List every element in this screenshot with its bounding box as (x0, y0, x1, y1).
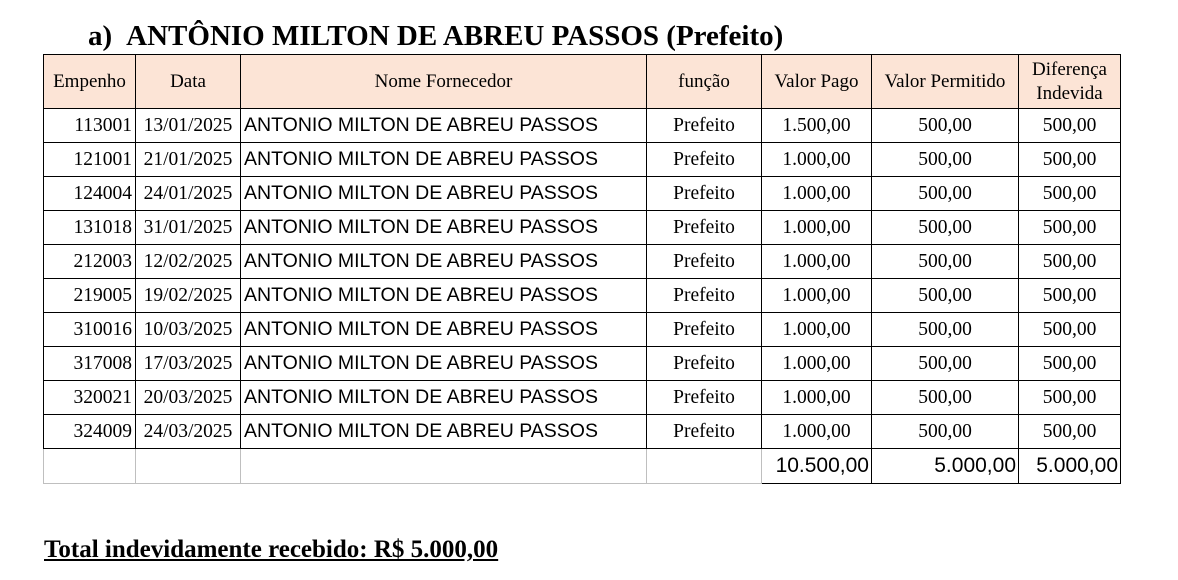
cell-nome-fornecedor: ANTONIO MILTON DE ABREU PASSOS (241, 313, 647, 347)
cell-valor-pago: 1.000,00 (762, 279, 872, 313)
header-nome-fornecedor: Nome Fornecedor (241, 55, 647, 109)
table-row (44, 177, 1121, 211)
table-body (44, 109, 1121, 449)
cell-valor-permitido: 500,00 (872, 245, 1019, 279)
cell-data: 20/03/2025 (136, 381, 241, 415)
table-row (44, 143, 1121, 177)
section-title: ANTÔNIO MILTON DE ABREU PASSOS (Prefeito) (126, 20, 784, 52)
table-row (44, 279, 1121, 313)
table-row (44, 381, 1121, 415)
cell-data: 21/01/2025 (136, 143, 241, 177)
totals-empty-cell (44, 449, 136, 484)
cell-valor-permitido: 500,00 (872, 109, 1019, 143)
payments-table (43, 54, 1121, 484)
header-diferenca-line2: Indevida (1036, 82, 1103, 104)
table-header-row (44, 55, 1121, 109)
cell-empenho: 212003 (44, 245, 136, 279)
cell-valor-permitido: 500,00 (872, 143, 1019, 177)
cell-funcao: Prefeito (647, 143, 762, 177)
header-data: Data (136, 55, 241, 109)
cell-nome-fornecedor: ANTONIO MILTON DE ABREU PASSOS (241, 381, 647, 415)
cell-valor-pago: 1.000,00 (762, 143, 872, 177)
cell-valor-pago: 1.000,00 (762, 177, 872, 211)
header-diferenca-indevida (1019, 55, 1121, 109)
cell-valor-pago: 1.000,00 (762, 211, 872, 245)
cell-valor-permitido: 500,00 (872, 279, 1019, 313)
cell-diferenca: 500,00 (1019, 109, 1121, 143)
header-valor-pago: Valor Pago (762, 55, 872, 109)
cell-funcao: Prefeito (647, 211, 762, 245)
cell-valor-pago: 1.000,00 (762, 347, 872, 381)
cell-funcao: Prefeito (647, 381, 762, 415)
cell-valor-pago: 1.000,00 (762, 381, 872, 415)
cell-valor-permitido: 500,00 (872, 211, 1019, 245)
cell-funcao: Prefeito (647, 109, 762, 143)
cell-nome-fornecedor: ANTONIO MILTON DE ABREU PASSOS (241, 143, 647, 177)
cell-empenho: 124004 (44, 177, 136, 211)
table-row (44, 347, 1121, 381)
cell-empenho: 113001 (44, 109, 136, 143)
total-valor-pago: 10.500,00 (762, 449, 872, 484)
table-row (44, 109, 1121, 143)
cell-valor-pago: 1.500,00 (762, 109, 872, 143)
cell-empenho: 121001 (44, 143, 136, 177)
cell-funcao: Prefeito (647, 279, 762, 313)
cell-funcao: Prefeito (647, 415, 762, 449)
cell-funcao: Prefeito (647, 245, 762, 279)
totals-row (44, 449, 1121, 484)
cell-valor-pago: 1.000,00 (762, 415, 872, 449)
cell-empenho: 131018 (44, 211, 136, 245)
cell-data: 31/01/2025 (136, 211, 241, 245)
cell-empenho: 219005 (44, 279, 136, 313)
cell-data: 12/02/2025 (136, 245, 241, 279)
table-row (44, 313, 1121, 347)
cell-valor-permitido: 500,00 (872, 177, 1019, 211)
total-summary: Total indevidamente recebido: R$ 5.000,00 (44, 536, 499, 563)
cell-valor-permitido: 500,00 (872, 347, 1019, 381)
cell-nome-fornecedor: ANTONIO MILTON DE ABREU PASSOS (241, 347, 647, 381)
cell-nome-fornecedor: ANTONIO MILTON DE ABREU PASSOS (241, 109, 647, 143)
cell-valor-pago: 1.000,00 (762, 313, 872, 347)
totals-empty-cell (241, 449, 647, 484)
cell-funcao: Prefeito (647, 177, 762, 211)
cell-diferenca: 500,00 (1019, 279, 1121, 313)
cell-diferenca: 500,00 (1019, 347, 1121, 381)
cell-nome-fornecedor: ANTONIO MILTON DE ABREU PASSOS (241, 415, 647, 449)
cell-funcao: Prefeito (647, 313, 762, 347)
cell-diferenca: 500,00 (1019, 211, 1121, 245)
table-row (44, 245, 1121, 279)
cell-data: 13/01/2025 (136, 109, 241, 143)
cell-diferenca: 500,00 (1019, 245, 1121, 279)
header-funcao: função (647, 55, 762, 109)
total-diferenca: 5.000,00 (1019, 449, 1121, 484)
cell-diferenca: 500,00 (1019, 313, 1121, 347)
cell-data: 24/03/2025 (136, 415, 241, 449)
cell-data: 24/01/2025 (136, 177, 241, 211)
header-valor-permitido: Valor Permitido (872, 55, 1019, 109)
cell-nome-fornecedor: ANTONIO MILTON DE ABREU PASSOS (241, 245, 647, 279)
cell-data: 17/03/2025 (136, 347, 241, 381)
table-row (44, 415, 1121, 449)
cell-valor-pago: 1.000,00 (762, 245, 872, 279)
cell-data: 10/03/2025 (136, 313, 241, 347)
cell-funcao: Prefeito (647, 347, 762, 381)
totals-empty-cell (136, 449, 241, 484)
cell-diferenca: 500,00 (1019, 143, 1121, 177)
total-valor-permitido: 5.000,00 (872, 449, 1019, 484)
header-empenho: Empenho (44, 55, 136, 109)
cell-valor-permitido: 500,00 (872, 415, 1019, 449)
cell-nome-fornecedor: ANTONIO MILTON DE ABREU PASSOS (241, 211, 647, 245)
totals-empty-cell (647, 449, 762, 484)
section-heading (88, 18, 783, 54)
cell-empenho: 310016 (44, 313, 136, 347)
cell-diferenca: 500,00 (1019, 381, 1121, 415)
cell-empenho: 317008 (44, 347, 136, 381)
cell-empenho: 320021 (44, 381, 136, 415)
cell-diferenca: 500,00 (1019, 415, 1121, 449)
cell-data: 19/02/2025 (136, 279, 241, 313)
cell-valor-permitido: 500,00 (872, 381, 1019, 415)
cell-valor-permitido: 500,00 (872, 313, 1019, 347)
cell-nome-fornecedor: ANTONIO MILTON DE ABREU PASSOS (241, 177, 647, 211)
cell-diferenca: 500,00 (1019, 177, 1121, 211)
table-row (44, 211, 1121, 245)
cell-empenho: 324009 (44, 415, 136, 449)
cell-nome-fornecedor: ANTONIO MILTON DE ABREU PASSOS (241, 279, 647, 313)
section-marker: a) (88, 20, 113, 52)
header-diferenca-line1: Diferença (1032, 58, 1107, 80)
